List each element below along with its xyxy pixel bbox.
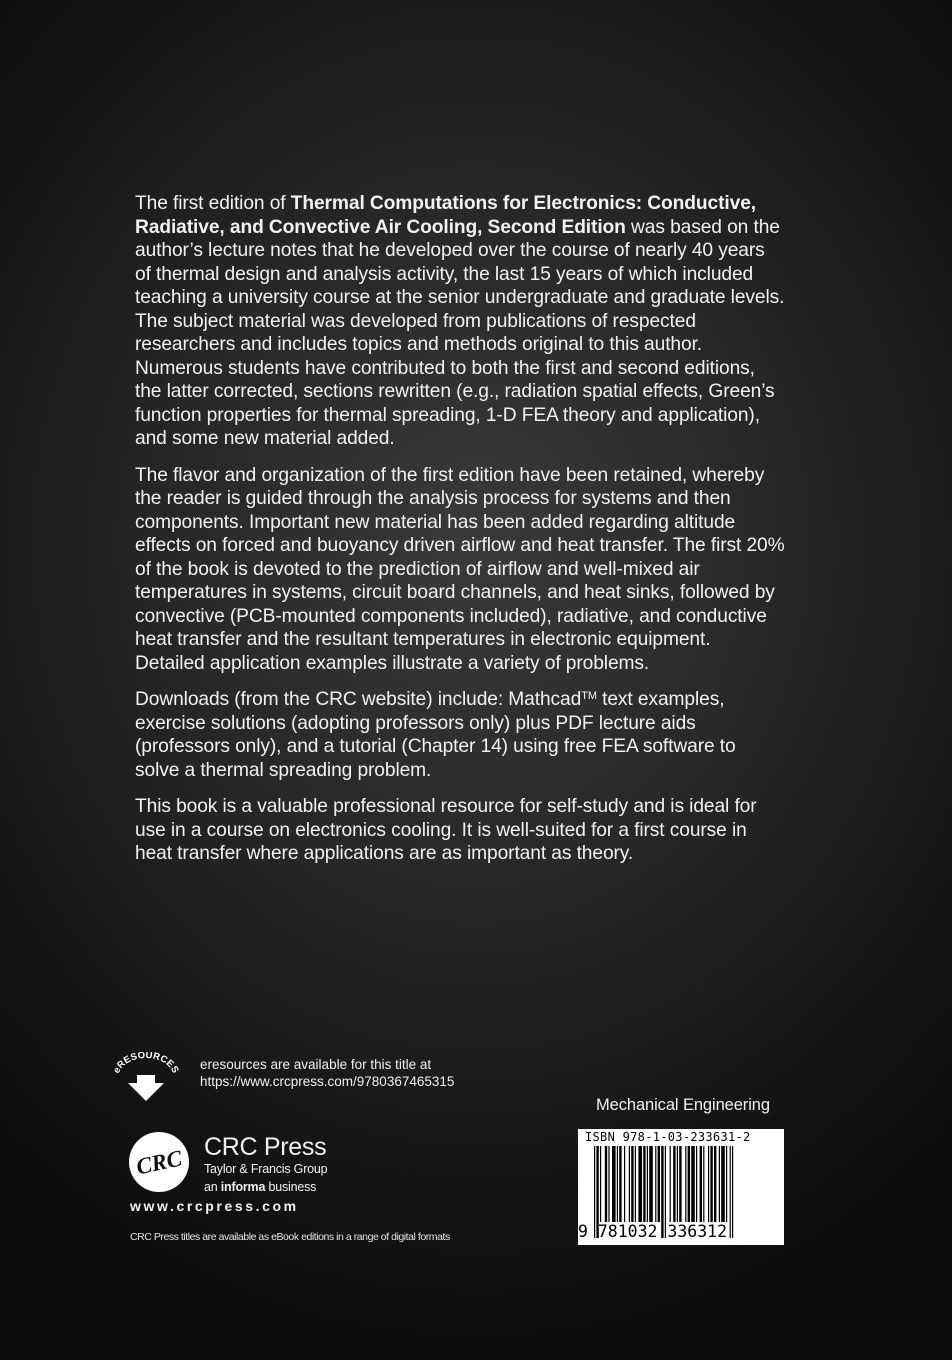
barcode-bar (617, 1146, 618, 1222)
barcode-bar (649, 1146, 653, 1222)
subject-category: Mechanical Engineering (596, 1096, 770, 1114)
barcode-bar (670, 1146, 671, 1222)
barcode-bar (700, 1146, 702, 1222)
barcode-bar (677, 1146, 678, 1222)
informa-bold: informa (220, 1180, 266, 1194)
barcode-bar (608, 1146, 609, 1222)
barcode-bar (726, 1146, 727, 1222)
eresources-icon (108, 1052, 184, 1104)
barcode-bar (647, 1146, 648, 1222)
trademark: TM (581, 690, 597, 702)
barcode-bar (629, 1146, 630, 1222)
blurb-text: Downloads (from the CRC website) include: Mathcad (135, 689, 582, 710)
isbn-barcode (578, 1129, 784, 1245)
barcode-bar (619, 1146, 621, 1222)
barcode-bar (708, 1146, 709, 1222)
blurb-text: was based on the author’s lecture notes that he developed over the course of nearly 40 years of thermal design and analysis activity, the last 15 years of which included teaching a university course at the senior undergraduate and graduate levels. The subject material was developed from publications of respected researchers and includes topics and methods original to this author. Numerous students have contributed to both the first and second editions, the latter corrected, sections rewritten (e.g., radiation spatial effects, Green’s function properties for thermal spreading, 1-D FEA theory and application), and some new material added. (135, 216, 785, 449)
publisher-url[interactable]: www.crcpress.com (130, 1198, 299, 1214)
eresources-link[interactable]: https://www.crcpress.com/9780367465315 (200, 1074, 455, 1089)
blurb-paragraph-2: The flavor and organization of the first edition have been retained, whereby the reader is guided through the analysis process for systems and then components. Important new material has been added regarding altitude effects on forced and buoyancy driven airflow and heat transfer. The first 20% of the book is devoted to the prediction of airflow and well-mixed air temperatures in systems, circuit board channels, and heat sinks, followed by convective (PCB-mounted components included), radiative, and conductive heat transfer and the resultant temperatures in electronic equipment. Detailed application examples illustrate a variety of problems. (135, 464, 785, 674)
barcode-bar (685, 1146, 686, 1222)
blurb-text: text examples, exercise solutions (adopting professors only) plus PDF lecture aids (professors only), and a tutorial (Chapter 14) using free FEA software to solve a thermal spreading problem. (135, 689, 736, 781)
barcode-bar (696, 1146, 697, 1222)
barcode-bar (714, 1146, 716, 1222)
barcode-bar (638, 1146, 642, 1222)
barcode-bar (673, 1146, 675, 1222)
barcode-bar (730, 1146, 731, 1238)
blurb-paragraph-4: This book is a valuable professional resource for self-study and is ideal for use in a course on electronics cooling. It is well-suited for a first course in heat transfer where applications are as important as theory. (135, 796, 757, 864)
isbn-label: ISBN 978-1-03-233631-2 (585, 1130, 751, 1144)
barcode-bar (600, 1146, 601, 1222)
barcode-bar (719, 1146, 720, 1222)
barcode-bar (635, 1146, 636, 1222)
barcode-bar (688, 1146, 690, 1222)
barcode-bar (691, 1146, 695, 1222)
publisher-name: CRC Press (204, 1133, 327, 1161)
barcode-bar (624, 1146, 625, 1222)
barcode-bar (605, 1146, 607, 1222)
barcode-bar (655, 1146, 656, 1222)
isbn-digits: 9 781032 336312 (578, 1222, 728, 1241)
barcode-bar (643, 1146, 645, 1222)
barcode-bar (612, 1146, 616, 1222)
barcode-bar (710, 1146, 712, 1222)
barcode-bar (703, 1146, 704, 1222)
barcode-bar (721, 1146, 725, 1222)
crc-logo-text: CRC (133, 1145, 185, 1180)
ebook-note: CRC Press titles are available as eBook editions in a range of digital formats (130, 1231, 450, 1243)
informa-suffix: business (265, 1180, 317, 1194)
eresources-line: eresources are available for this title at (200, 1057, 432, 1072)
svg-text:eRESOURCES (111, 1052, 181, 1075)
blurb-text: The first edition of (135, 193, 291, 214)
barcode-bar (679, 1146, 681, 1222)
blurb-paragraph-3 (135, 688, 785, 782)
barcode-bar (658, 1146, 660, 1222)
crc-press-logo (128, 1131, 190, 1193)
barcode-bar (732, 1146, 733, 1238)
eresources-note (200, 1056, 454, 1090)
publisher-informa (204, 1180, 316, 1195)
barcode-bar (631, 1146, 633, 1222)
publisher-group: Taylor & Francis Group (204, 1162, 328, 1176)
back-cover-blurb (135, 192, 785, 879)
book-title: Thermal Computations for Electronics: Conductive, Radiative, and Convective Air Cooling, Second Edition (135, 193, 757, 238)
blurb-paragraph-1 (135, 192, 785, 451)
informa-prefix: an (204, 1180, 221, 1194)
eresources-icon-label: eRESOURCES (111, 1052, 181, 1076)
